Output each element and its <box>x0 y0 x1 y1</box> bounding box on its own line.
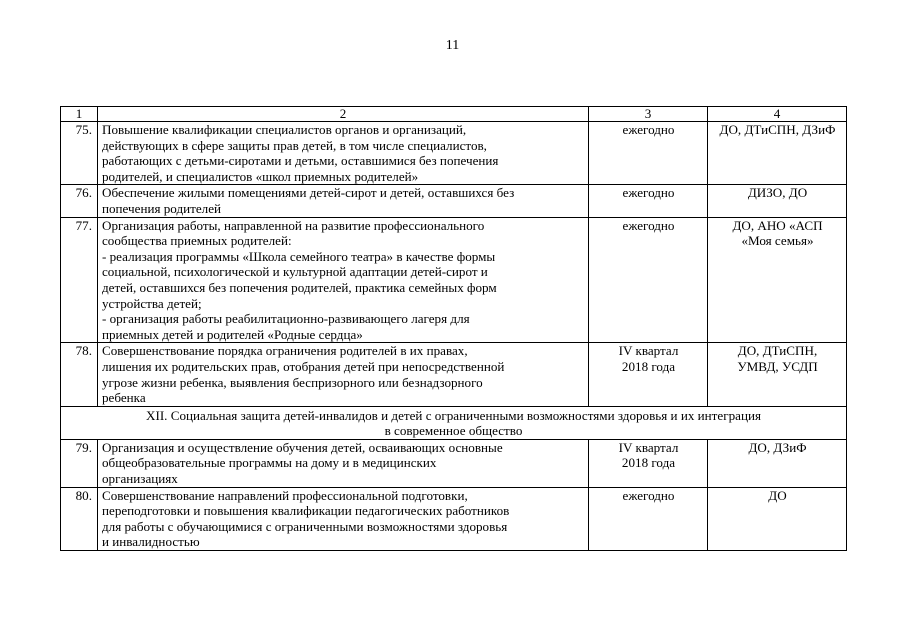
measure-text: Обеспечение жилыми помещениями детей-сирот и детей, оставшихся без попечения родителей <box>98 185 589 217</box>
table-row <box>61 217 847 343</box>
table-row <box>61 439 847 487</box>
deadline: ежегодно <box>589 122 708 185</box>
section-row <box>61 406 847 439</box>
deadline: IV квартал 2018 года <box>589 439 708 487</box>
measure-text: Совершенствование порядка ограничения родителей в их правах, лишения их родительских прав, отобрания детей при непосредственной угрозе жизни ребенка, выявления беспризорного или безнадзорного ребенка <box>98 343 589 406</box>
deadline: ежегодно <box>589 217 708 343</box>
page-number: 11 <box>445 38 460 53</box>
responsible: ДО <box>708 487 847 550</box>
row-number: 80. <box>61 487 98 550</box>
row-number: 75. <box>61 122 98 185</box>
responsible: ДО, ДЗиФ <box>708 439 847 487</box>
deadline: ежегодно <box>589 487 708 550</box>
row-number: 78. <box>61 343 98 406</box>
table-row <box>61 343 847 406</box>
section-heading: XII. Социальная защита детей-инвалидов и детей с ограниченными возможностями здоровья и их интеграция в современное общество <box>61 406 847 439</box>
responsible: ДО, ДТиСПН, ДЗиФ <box>708 122 847 185</box>
plan-table <box>60 106 847 551</box>
measure-text: Организация работы, направленной на развитие профессионального сообщества приемных родителей: - реализация программы «Школа семейного театра» в качестве формы социальной, психологической и культурной адаптации детей-сирот и детей, оставшихся без попечения родителей, практика семейных форм устройства детей; - организация работы реабилитационно-развивающего лагеря для приемных детей и родителей «Родные сердца» <box>98 217 589 343</box>
column-number: 1 <box>61 107 98 122</box>
table-row <box>61 122 847 185</box>
responsible: ДО, АНО «АСП «Моя семья» <box>708 217 847 343</box>
row-number: 77. <box>61 217 98 343</box>
responsible: ДИЗО, ДО <box>708 185 847 217</box>
measure-text: Организация и осуществление обучения детей, осваивающих основные общеобразовательные программы на дому и в медицинских организациях <box>98 439 589 487</box>
deadline: IV квартал 2018 года <box>589 343 708 406</box>
table-row <box>61 185 847 217</box>
row-number: 79. <box>61 439 98 487</box>
row-number: 76. <box>61 185 98 217</box>
column-number: 3 <box>589 107 708 122</box>
column-number: 2 <box>98 107 589 122</box>
deadline: ежегодно <box>589 185 708 217</box>
measure-text: Повышение квалификации специалистов органов и организаций, действующих в сфере защиты прав детей, в том числе специалистов, работающих с детьми-сиротами и детьми, оставшимися без попечения родителей, и специалистов «школ приемных родителей» <box>98 122 589 185</box>
responsible: ДО, ДТиСПН, УМВД, УСДП <box>708 343 847 406</box>
column-number-row <box>61 107 847 122</box>
measure-text: Совершенствование направлений профессиональной подготовки, переподготовки и повышения квалификации педагогических работников для работы с обучающимися с ограниченными возможностями здоровья и инвалидностью <box>98 487 589 550</box>
column-number: 4 <box>708 107 847 122</box>
table-row <box>61 487 847 550</box>
